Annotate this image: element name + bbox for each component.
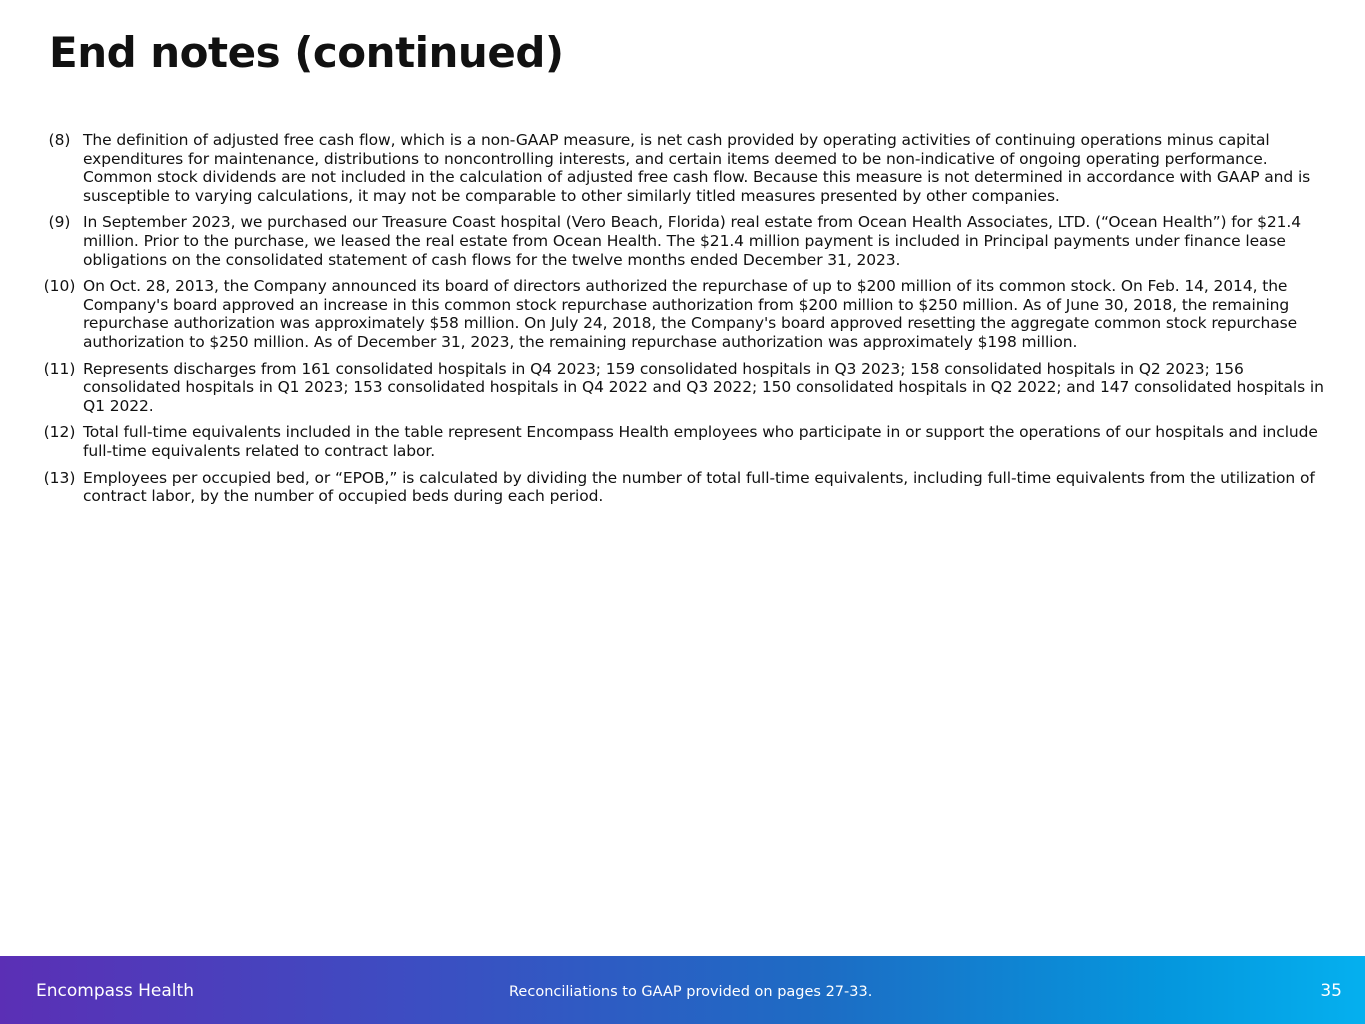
note-text: Employees per occupied bed, or “EPOB,” is calculated by dividing the number of total full-time equivalents, including full-time equivalents from the utilization of contract labor, by the number of occupied beds during each period. [83, 468, 1315, 506]
note-number: (11) [43, 359, 76, 378]
end-note-9 [36, 213, 1336, 269]
note-number: (8) [48, 131, 71, 149]
note-number: (12) [43, 423, 76, 442]
footer-bar [0, 956, 1365, 1024]
end-note-12 [36, 423, 1336, 460]
note-number: (10) [43, 277, 76, 296]
end-note-13 [36, 469, 1336, 506]
note-number: (9) [48, 213, 71, 232]
note-text: Represents discharges from 161 consolidated hospitals in Q4 2023; 159 consolidated hospitals in Q3 2023; 158 consolidated hospitals in Q2 2023; 156 consolidated hospitals in Q1 2023; 153 consolidated hospitals in Q4 2022 and Q3 2022; 150 consolidated hospitals in Q2 2022; and 147 consolidated hospitals in Q1 2022. [83, 359, 1324, 415]
note-text: Total full-time equivalents included in the table represent Encompass Health employees who participate in or support the operations of our hospitals and include full-time equivalents related to contract labor. [83, 423, 1318, 460]
end-notes-list [36, 131, 1336, 514]
note-text: In September 2023, we purchased our Treasure Coast hospital (Vero Beach, Florida) real estate from Ocean Health Associates, LTD. (“Ocean Health”) for $21.4 million. Prior to the purchase, we leased the real estate from Ocean Health. The $21.4 million payment is included in Principal payments under finance lease obligations on the consolidated statement of cash flows for the twelve months ended December 31, 2023. [83, 213, 1302, 269]
end-note-10 [36, 277, 1336, 351]
note-text: On Oct. 28, 2013, the Company announced its board of directors authorized the repurchase of up to $200 million of its common stock. On Feb. 14, 2014, the Company's board approved an increase in this common stock repurchase authorization from $200 million to $250 million. As of June 30, 2018, the remaining repurchase authorization was approximately $58 million. On July 24, 2018, the Company's board approved resetting the aggregate common stock repurchase authorization to $250 million. As of December 31, 2023, the remaining repurchase authorization was approximately $198 million. [83, 277, 1298, 351]
page-title: End notes (continued) [49, 28, 564, 77]
footer-brand: Encompass Health [36, 981, 194, 1001]
footer-reconciliation-note: Reconciliations to GAAP provided on pages 27-33. [509, 984, 873, 1000]
note-text: The definition of adjusted free cash flow, which is a non-GAAP measure, is net cash provided by operating activities of continuing operations minus capital expenditures for maintenance, distributions to noncontrolling interests, and certain items deemed to be non-indicative of ongoing operating performance. Common stock dividends are not included in the calculation of adjusted free cash flow. Because this measure is not determined in accordance with GAAP and is susceptible to varying calculations, it may not be comparable to other similarly titled measures presented by other companies. [83, 131, 1311, 205]
note-number: (13) [43, 468, 76, 487]
page-number: 35 [1320, 981, 1342, 1001]
end-note-11 [36, 360, 1336, 416]
end-note-8 [36, 131, 1336, 205]
